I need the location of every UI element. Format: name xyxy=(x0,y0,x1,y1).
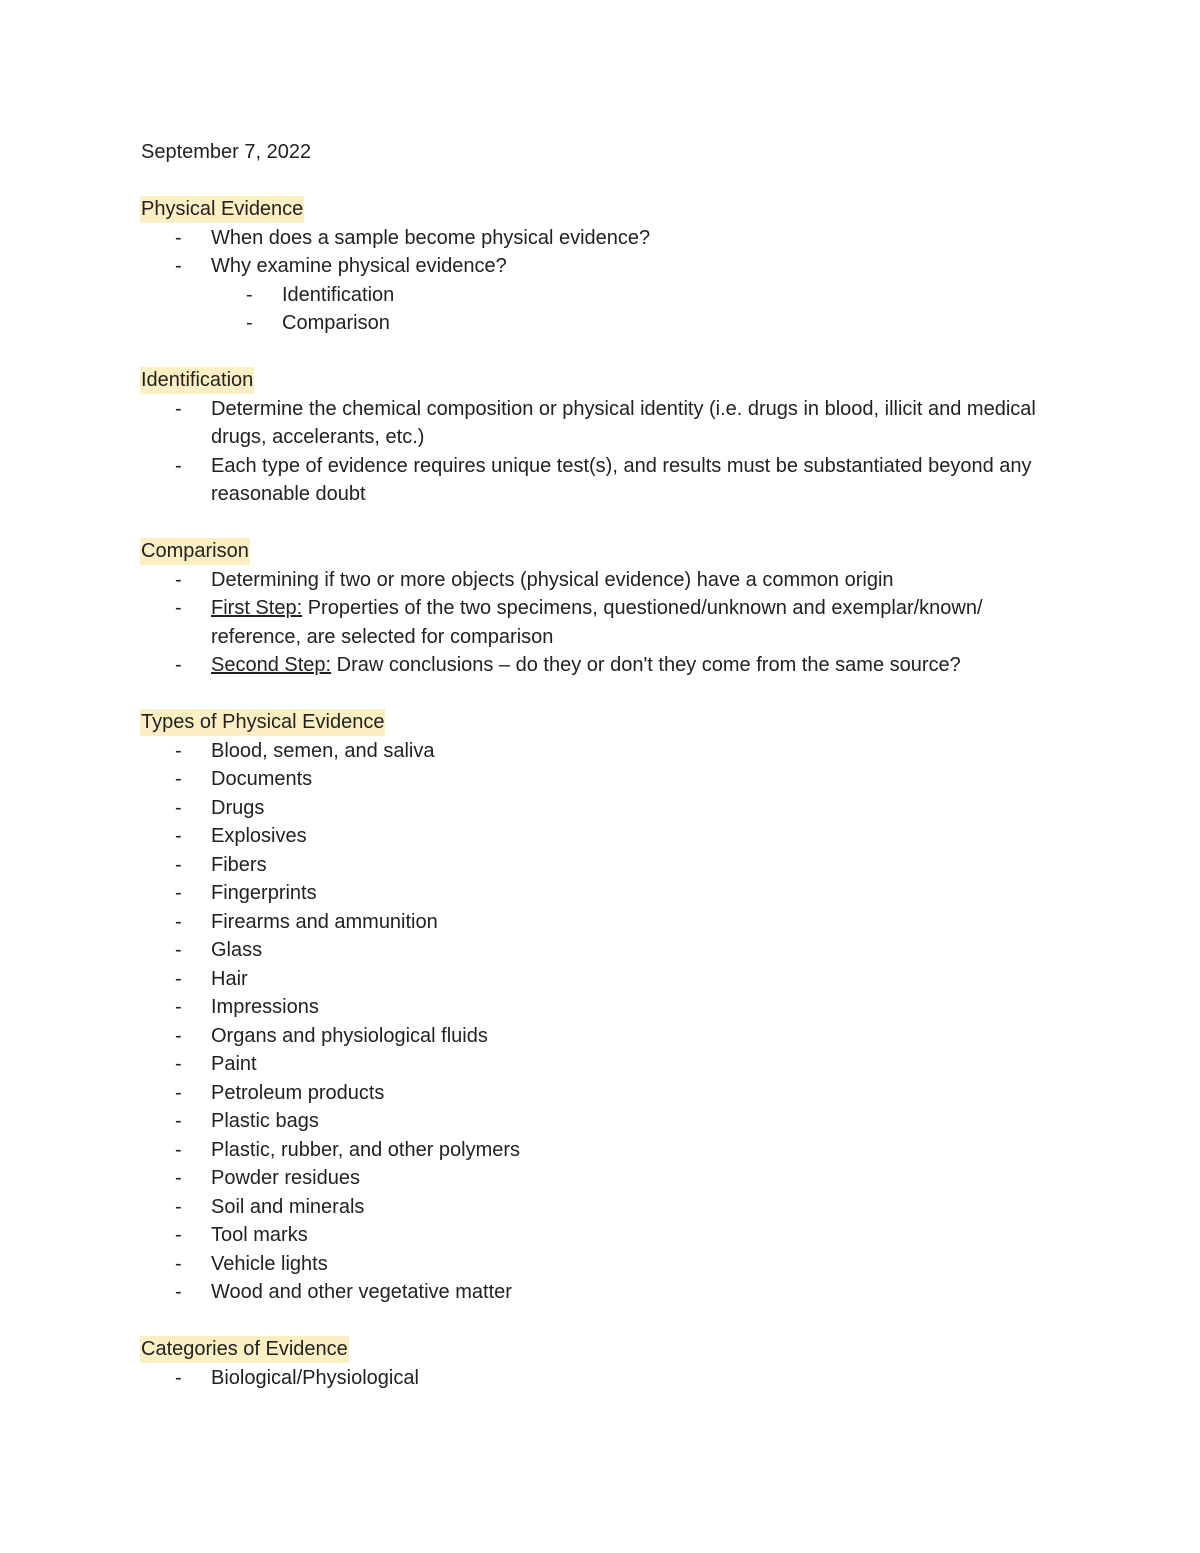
section-heading: Comparison xyxy=(140,538,250,565)
bullet-list xyxy=(141,737,1071,1307)
section-types xyxy=(141,708,1071,737)
list-item: - Why examine physical evidence? xyxy=(141,252,1071,281)
bullet-list xyxy=(141,1364,1071,1393)
section-categories xyxy=(141,1335,1071,1364)
bullet-list xyxy=(141,566,1071,680)
list-item: - Glass xyxy=(141,936,1071,965)
list-item: - Petroleum products xyxy=(141,1079,1071,1108)
list-item: - Explosives xyxy=(141,822,1071,851)
first-step-text: Properties of the two specimens, questioned/unknown and exemplar/known/ reference, are selected for comparison xyxy=(211,597,983,648)
section-heading: Identification xyxy=(140,367,254,394)
document-date: September 7, 2022 xyxy=(141,141,312,163)
section-heading: Categories of Evidence xyxy=(140,1336,349,1363)
list-item: - Vehicle lights xyxy=(141,1250,1071,1279)
list-item: - Drugs xyxy=(141,794,1071,823)
section-heading: Physical Evidence xyxy=(140,196,304,223)
list-item: - Impressions xyxy=(141,993,1071,1022)
list-item: - Plastic bags xyxy=(141,1107,1071,1136)
list-item: - Firearms and ammunition xyxy=(141,908,1071,937)
list-item: - Soil and minerals xyxy=(141,1193,1071,1222)
list-item: - Identification xyxy=(141,281,1071,310)
second-step-text: Draw conclusions – do they or don't they come from the same source? xyxy=(331,654,961,676)
section-physical-evidence xyxy=(141,195,1071,224)
list-item: - Plastic, rubber, and other polymers xyxy=(141,1136,1071,1165)
list-item: - Tool marks xyxy=(141,1221,1071,1250)
list-item: - Documents xyxy=(141,765,1071,794)
sub-bullet-list xyxy=(141,281,1071,338)
second-step-label: Second Step: xyxy=(211,654,332,676)
list-item: - When does a sample become physical evidence? xyxy=(141,224,1071,253)
list-item: - Each type of evidence requires unique test(s), and results must be substantiated beyond any reasonable doubt xyxy=(141,452,1071,509)
document-page xyxy=(141,138,1071,1392)
section-comparison xyxy=(141,537,1071,566)
list-item: - Fibers xyxy=(141,851,1071,880)
bullet-list xyxy=(141,395,1071,509)
list-item xyxy=(141,651,1071,680)
list-item: - Comparison xyxy=(141,309,1071,338)
list-item: - Paint xyxy=(141,1050,1071,1079)
bullet-list xyxy=(141,224,1071,281)
section-heading: Types of Physical Evidence xyxy=(140,709,385,736)
list-item: - Blood, semen, and saliva xyxy=(141,737,1071,766)
list-item: - Determine the chemical composition or physical identity (i.e. drugs in blood, illicit and medical drugs, accelerants, etc.) xyxy=(141,395,1071,452)
list-item: - Powder residues xyxy=(141,1164,1071,1193)
list-item: - Organs and physiological fluids xyxy=(141,1022,1071,1051)
list-item: - Fingerprints xyxy=(141,879,1071,908)
list-item: - Determining if two or more objects (physical evidence) have a common origin xyxy=(141,566,1071,595)
list-item xyxy=(141,594,1071,651)
list-item: - Biological/Physiological xyxy=(141,1364,1071,1393)
list-item: - Hair xyxy=(141,965,1071,994)
section-identification xyxy=(141,366,1071,395)
list-item: - Wood and other vegetative matter xyxy=(141,1278,1071,1307)
first-step-label: First Step: xyxy=(211,597,303,619)
